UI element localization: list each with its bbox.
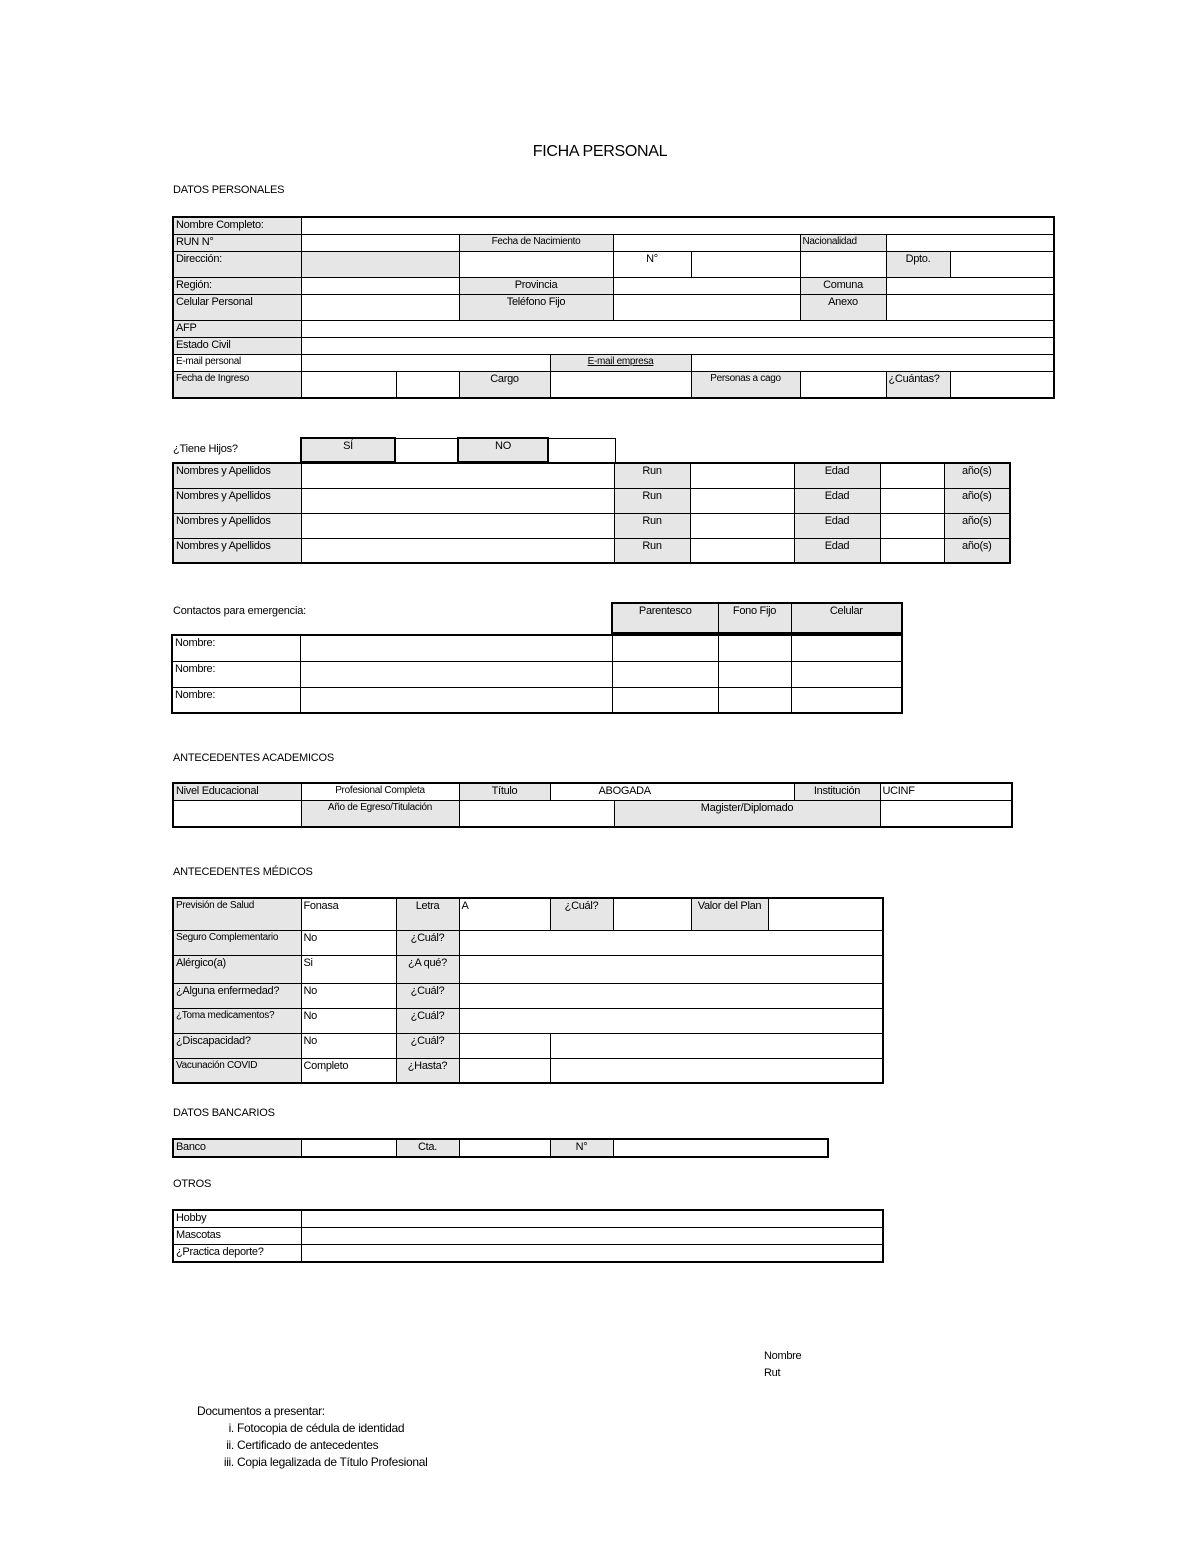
label-institucion: Institución — [794, 783, 880, 801]
input-cta[interactable] — [459, 1139, 550, 1157]
input-hijo-nombre[interactable] — [301, 538, 614, 563]
input-nombre-completo[interactable] — [301, 217, 1054, 235]
input-dpto[interactable] — [950, 252, 1054, 278]
label-direccion: Dirección: — [173, 252, 301, 278]
input-comuna[interactable] — [886, 278, 1054, 295]
label-cta: Cta. — [396, 1139, 459, 1157]
medico-row — [173, 1008, 883, 1033]
input-contacto-celular[interactable] — [791, 661, 902, 687]
firma-block — [764, 1348, 801, 1382]
label-run: Run — [614, 488, 690, 513]
otros-table — [172, 1209, 884, 1263]
input-seguro-cual[interactable] — [459, 930, 883, 955]
label-afp: AFP — [173, 321, 301, 338]
input-direccion-calle[interactable] — [459, 252, 613, 278]
label-nombre: Nombre: — [172, 661, 300, 687]
label-celular: Celular Personal — [173, 295, 301, 321]
hijo-row — [173, 463, 1010, 488]
hijos-table — [172, 462, 1011, 564]
input-nacionalidad[interactable] — [886, 235, 1054, 252]
value-vacunacion-covid: Completo — [301, 1058, 396, 1083]
hijo-row — [173, 538, 1010, 563]
label-letra: Letra — [396, 898, 459, 930]
value-alergico: Si — [301, 955, 396, 983]
input-hijo-run[interactable] — [690, 463, 794, 488]
label-provincia: Provincia — [459, 278, 613, 295]
input-contacto-fono[interactable] — [718, 687, 791, 713]
input-banco[interactable] — [301, 1139, 396, 1157]
label-anos: año(s) — [944, 513, 1010, 538]
label-vacunacion-covid: Vacunación COVID — [173, 1058, 301, 1083]
section-title-otros: OTROS — [173, 1178, 212, 1190]
medico-row — [173, 930, 883, 955]
label-fono-fijo: Fono Fijo — [718, 603, 791, 633]
label-run: Run — [614, 513, 690, 538]
label-nombres-apellidos: Nombres y Apellidos — [173, 538, 301, 563]
value-letra: A — [459, 898, 550, 930]
input-hijo-edad[interactable] — [880, 538, 944, 563]
input-contacto-parentesco[interactable] — [612, 635, 718, 661]
label-alguna-enfermedad: ¿Alguna enfermedad? — [173, 983, 301, 1008]
label-practica-deporte: ¿Practica deporte? — [173, 1245, 301, 1263]
label-cargo: Cargo — [459, 372, 550, 398]
documentos-title: Documentos a presentar: — [197, 1404, 325, 1418]
label-discapacidad: ¿Discapacidad? — [173, 1033, 301, 1058]
input-alergico-a-que[interactable] — [459, 955, 883, 983]
label-cual: ¿Cuál? — [396, 983, 459, 1008]
input-hijo-run[interactable] — [690, 488, 794, 513]
label-magister: Magister/Diplomado — [614, 801, 880, 827]
input-numero[interactable] — [691, 252, 800, 278]
label-nombre-completo: Nombre Completo: — [173, 217, 301, 235]
input-direccion[interactable] — [301, 252, 459, 278]
input-celular[interactable] — [301, 295, 459, 321]
label-edad: Edad — [794, 463, 880, 488]
input-contacto-nombre[interactable] — [300, 661, 612, 687]
medico-row — [173, 1058, 883, 1083]
input-direccion-extra[interactable] — [800, 252, 886, 278]
label-tiene-hijos: ¿Tiene Hijos? — [173, 443, 238, 455]
value-discapacidad: No — [301, 1033, 396, 1058]
input-hijo-nombre[interactable] — [301, 463, 614, 488]
input-anexo[interactable] — [886, 295, 1054, 321]
label-edad: Edad — [794, 488, 880, 513]
input-mascotas[interactable] — [301, 1228, 883, 1245]
input-run[interactable] — [301, 235, 459, 252]
input-discapacidad-detalle[interactable] — [550, 1033, 883, 1058]
label-celular: Celular — [791, 603, 902, 633]
hijo-row — [173, 488, 1010, 513]
input-hijo-run[interactable] — [690, 513, 794, 538]
label-fecha-ingreso: Fecha de Ingreso — [173, 372, 301, 398]
section-title-personal: DATOS PERSONALES — [173, 184, 285, 196]
input-telefono-fijo[interactable] — [613, 295, 800, 321]
label-no: NO — [458, 438, 548, 462]
input-vacunacion-hasta[interactable] — [459, 1058, 550, 1083]
label-telefono-fijo: Teléfono Fijo — [459, 295, 613, 321]
label-run: RUN N° — [173, 235, 301, 252]
label-cual: ¿Cuál? — [396, 1033, 459, 1058]
label-alergico: Alérgico(a) — [173, 955, 301, 983]
label-edad: Edad — [794, 513, 880, 538]
label-contactos-emergencia: Contactos para emergencia: — [173, 605, 306, 617]
label-nombre: Nombre: — [172, 635, 300, 661]
page-title: FICHA PERSONAL — [532, 143, 668, 160]
input-estado-civil[interactable] — [301, 338, 1054, 355]
label-fecha-nacimiento: Fecha de Nacimiento — [459, 235, 613, 252]
label-email-empresa: E-mail empresa — [550, 355, 691, 372]
label-anos: año(s) — [944, 463, 1010, 488]
input-fecha-nacimiento[interactable] — [613, 235, 800, 252]
input-valor-plan[interactable] — [768, 898, 883, 930]
input-practica-deporte[interactable] — [301, 1245, 883, 1263]
input-hijo-nombre[interactable] — [301, 488, 614, 513]
hijos-choice-table — [300, 437, 616, 463]
label-nombre: Nombre: — [172, 687, 300, 713]
input-contacto-fono[interactable] — [718, 635, 791, 661]
label-cual: ¿Cuál? — [396, 1008, 459, 1033]
input-vacunacion-detalle[interactable] — [550, 1058, 883, 1083]
emergencia-header-table — [611, 602, 903, 634]
documentos-block — [197, 1403, 428, 1471]
contacto-row — [172, 687, 902, 713]
input-cual[interactable] — [613, 898, 691, 930]
contacto-row — [172, 635, 902, 661]
input-contacto-celular[interactable] — [791, 635, 902, 661]
hijo-row — [173, 513, 1010, 538]
label-nombres-apellidos: Nombres y Apellidos — [173, 513, 301, 538]
label-region: Región: — [173, 278, 301, 295]
hijos-rows — [173, 463, 1010, 563]
input-contacto-parentesco[interactable] — [612, 661, 718, 687]
section-title-bancarios: DATOS BANCARIOS — [173, 1107, 275, 1119]
label-dpto: Dpto. — [886, 252, 950, 278]
label-a-que: ¿A qué? — [396, 955, 459, 983]
label-hasta: ¿Hasta? — [396, 1058, 459, 1083]
label-seguro-complementario: Seguro Complementario — [173, 930, 301, 955]
value-institucion: UCINF — [880, 783, 1012, 801]
input-magister[interactable] — [880, 801, 1012, 827]
value-nivel-educacional: Profesional Completa — [301, 783, 459, 801]
label-cual: ¿Cuál? — [550, 898, 613, 930]
label-nivel-educacional: Nivel Educacional — [173, 783, 301, 801]
input-discapacidad-cual[interactable] — [459, 1033, 550, 1058]
section-title-medicos: ANTECEDENTES MÉDICOS — [173, 866, 313, 878]
value-seguro-complementario: No — [301, 930, 396, 955]
input-contacto-nombre[interactable] — [300, 635, 612, 661]
label-prevision: Previsión de Salud — [173, 898, 301, 930]
input-hijo-run[interactable] — [690, 538, 794, 563]
label-anio-egreso: Año de Egreso/Titulación — [301, 801, 459, 827]
value-toma-medicamentos: No — [301, 1008, 396, 1033]
documentos-list — [197, 1420, 428, 1471]
label-banco: Banco — [173, 1139, 301, 1157]
label-run: Run — [614, 463, 690, 488]
value-titulo: ABOGADA — [550, 783, 794, 801]
personal-data-table — [172, 216, 1055, 399]
input-fecha-ingreso-b[interactable] — [396, 372, 459, 398]
input-hijo-edad[interactable] — [880, 488, 944, 513]
input-fecha-ingreso-a[interactable] — [301, 372, 396, 398]
label-parentesco: Parentesco — [612, 603, 718, 633]
label-comuna: Comuna — [800, 278, 886, 295]
input-region[interactable] — [301, 278, 459, 295]
checkbox-si[interactable] — [395, 438, 458, 462]
input-hijo-edad[interactable] — [880, 463, 944, 488]
label-nacionalidad: Nacionalidad — [800, 235, 886, 252]
bancarios-table — [172, 1138, 829, 1158]
input-cuantas[interactable] — [950, 372, 1054, 398]
input-email-empresa[interactable] — [691, 355, 1054, 372]
input-afp[interactable] — [301, 321, 1054, 338]
input-personas-cargo[interactable] — [800, 372, 886, 398]
label-personas-cargo: Personas a cago — [691, 372, 800, 398]
medico-row — [173, 983, 883, 1008]
firma-rut: Rut — [764, 1367, 781, 1379]
input-provincia[interactable] — [613, 278, 800, 295]
emergencia-table — [171, 634, 903, 714]
input-nivel-extra[interactable] — [173, 801, 301, 827]
label-cual: ¿Cuál? — [396, 930, 459, 955]
input-hijo-edad[interactable] — [880, 513, 944, 538]
label-run: Run — [614, 538, 690, 563]
section-title-academicos: ANTECEDENTES ACADEMICOS — [173, 752, 335, 764]
label-edad: Edad — [794, 538, 880, 563]
input-contacto-nombre[interactable] — [300, 687, 612, 713]
input-hijo-nombre[interactable] — [301, 513, 614, 538]
input-cargo[interactable] — [550, 372, 691, 398]
medico-row — [173, 955, 883, 983]
label-cuantas: ¿Cuántas? — [886, 372, 950, 398]
label-anos: año(s) — [944, 538, 1010, 563]
input-hobby[interactable] — [301, 1210, 883, 1228]
label-email-personal: E-mail personal — [173, 355, 301, 372]
label-nombres-apellidos: Nombres y Apellidos — [173, 463, 301, 488]
label-valor-plan: Valor del Plan — [691, 898, 768, 930]
input-contacto-celular[interactable] — [791, 687, 902, 713]
input-numero-cuenta[interactable] — [613, 1139, 828, 1157]
label-si: SÍ — [301, 438, 395, 462]
label-mascotas: Mascotas — [173, 1228, 301, 1245]
input-contacto-parentesco[interactable] — [612, 687, 718, 713]
firma-nombre: Nombre — [764, 1350, 802, 1362]
input-medicamentos-cual[interactable] — [459, 1008, 883, 1033]
value-alguna-enfermedad: No — [301, 983, 396, 1008]
input-contacto-fono[interactable] — [718, 661, 791, 687]
label-anos: año(s) — [944, 488, 1010, 513]
medico-row — [173, 1033, 883, 1058]
label-estado-civil: Estado Civil — [173, 338, 301, 355]
input-email-personal[interactable] — [301, 355, 550, 372]
value-prevision: Fonasa — [301, 898, 396, 930]
label-numero: N° — [613, 252, 691, 278]
label-numero-cuenta: N° — [550, 1139, 613, 1157]
label-nombres-apellidos: Nombres y Apellidos — [173, 488, 301, 513]
label-hobby: Hobby — [173, 1210, 301, 1228]
academicos-table — [172, 782, 1013, 828]
label-toma-medicamentos: ¿Toma medicamentos? — [173, 1008, 301, 1033]
documento-item: i. Fotocopia de cédula de identidad — [237, 1420, 428, 1437]
checkbox-no[interactable] — [548, 438, 615, 462]
input-anio-egreso[interactable] — [459, 801, 614, 827]
documento-item: iii. Copia legalizada de Título Profesional — [237, 1454, 428, 1471]
input-enfermedad-cual[interactable] — [459, 983, 883, 1008]
label-titulo: Título — [459, 783, 550, 801]
label-anexo: Anexo — [800, 295, 886, 321]
documento-item: ii. Certificado de antecedentes — [237, 1437, 428, 1454]
contacto-row — [172, 661, 902, 687]
medicos-table — [172, 897, 884, 1084]
